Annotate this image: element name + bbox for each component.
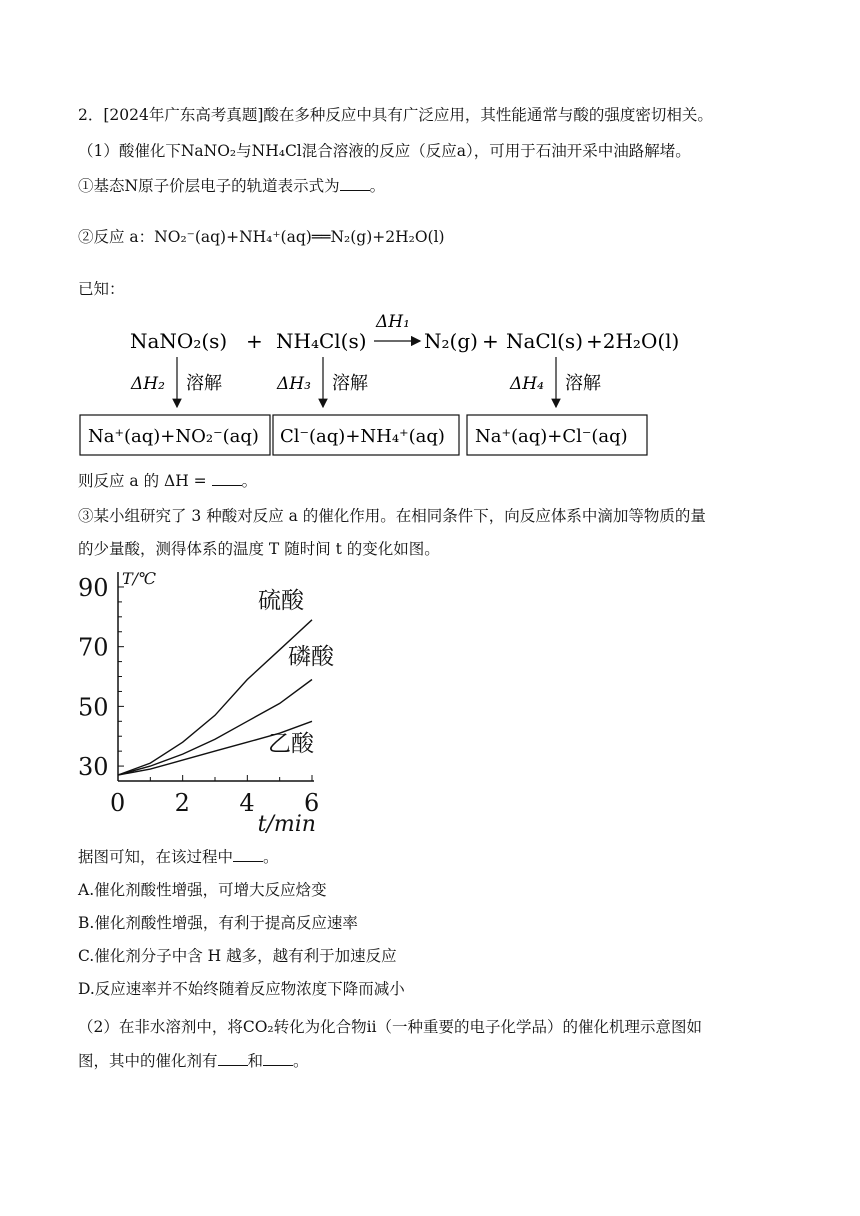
y-tick-label: 50 [78,693,109,722]
q1-text: ①基态N原子价层电子的轨道表示式为 。 [78,177,386,195]
reactant-nano2: NaNO₂(s) [130,329,228,353]
part1-intro: （1）酸催化下NaNO₂与NH₄Cl混合溶液的反应（反应a），可用于石油开采中油路解堵。 [78,142,691,160]
option-d[interactable]: D.反应速率并不始终随着反应物浓度下降而减小 [78,980,405,998]
plus-sign-2: + [482,329,499,353]
ion-box-1-text: Na⁺(aq)+NO₂⁻(aq) [88,426,259,447]
option-a[interactable]: A.催化剂酸性增强，可增大反应焓变 [78,881,327,899]
series-line-2 [118,680,312,776]
q2-ask: 则反应 a 的 ΔH = 。 [78,472,258,490]
answer-blank-1[interactable] [340,176,370,191]
x-tick-label: 0 [110,789,126,817]
delta-h1-label: ΔH₁ [376,312,410,332]
known-label: 已知： [78,280,125,298]
q2-prompt: 则反应 a 的 ΔH = [78,472,207,490]
product-n2: N₂(g) [424,329,478,353]
q2-label: ②反应 a： [78,228,155,246]
dissolve-label-3: 溶解 [565,373,601,394]
ion-box-3-text: Na⁺(aq)+Cl⁻(aq) [475,426,628,447]
ion-box-2-text: Cl⁻(aq)+NH₄⁺(aq) [280,426,445,447]
dissolve-label-2: 溶解 [332,373,368,394]
option-b[interactable]: B.催化剂酸性增强，有利于提高反应速率 [78,914,358,932]
answer-blank-4[interactable] [218,1051,248,1066]
temperature-time-chart [70,568,350,838]
delta-h3-label: ΔH₃ [277,374,311,394]
q3-prompt: 据图可知，在该过程中 [78,848,234,866]
q3-ask: 据图可知，在该过程中 。 [78,848,279,866]
part2-line1: （2）在非水溶剂中，将CO₂转化为化合物ⅱ（一种重要的电子化学品）的催化机理示意图如 [78,1018,703,1036]
y-tick-label: 90 [78,573,109,602]
answer-blank-5[interactable] [263,1051,293,1066]
series-label-3: 乙酸 [268,731,314,757]
delta-h2-label: ΔH₂ [131,374,165,394]
q1-prompt: ①基态N原子价层电子的轨道表示式为 [78,177,340,195]
dissolve-label-1: 溶解 [186,373,222,394]
q2-equation: NO₂⁻(aq)+NH₄⁺(aq)══N₂(g)+2H₂O(l) [154,228,445,246]
x-tick-label: 2 [174,789,190,817]
y-tick-label: 70 [78,633,109,662]
hess-cycle-diagram [76,305,686,465]
delta-h4-label: ΔH₄ [510,374,544,394]
series-label-1: 硫酸 [258,588,304,614]
q3-line2: 的少量酸，测得体系的温度 T 随时间 t 的变化如图。 [78,540,440,558]
question-header: 2．[2024年广东高考真题]酸在多种反应中具有广泛应用，其性能通常与酸的强度密切相关。 [78,106,713,124]
q3-line1: ③某小组研究了 3 种酸对反应 a 的催化作用。在相同条件下，向反应体系中滴加等物质的量 [78,507,706,525]
x-tick-label: 6 [304,789,320,817]
x-axis-label: t/min [257,812,316,837]
part2-prompt: 图，其中的催化剂有 [78,1052,218,1070]
product-water: +2H₂O(l) [586,329,680,353]
answer-blank-3[interactable] [233,847,263,862]
plus-sign-1: + [246,329,263,353]
series-label-2: 磷酸 [288,644,334,670]
q2-reaction [78,226,445,248]
reactant-nh4cl: NH₄Cl(s) [276,329,367,353]
part2-line2: 图，其中的催化剂有 和 。 [78,1052,309,1070]
answer-blank-2[interactable] [212,471,242,486]
y-axis-label: T/℃ [122,569,156,588]
y-tick-label: 30 [78,753,109,782]
product-nacl: NaCl(s) [506,329,583,353]
option-c[interactable]: C.催化剂分子中含 H 越多，越有利于加速反应 [78,947,397,965]
x-tick-label: 4 [239,789,255,817]
